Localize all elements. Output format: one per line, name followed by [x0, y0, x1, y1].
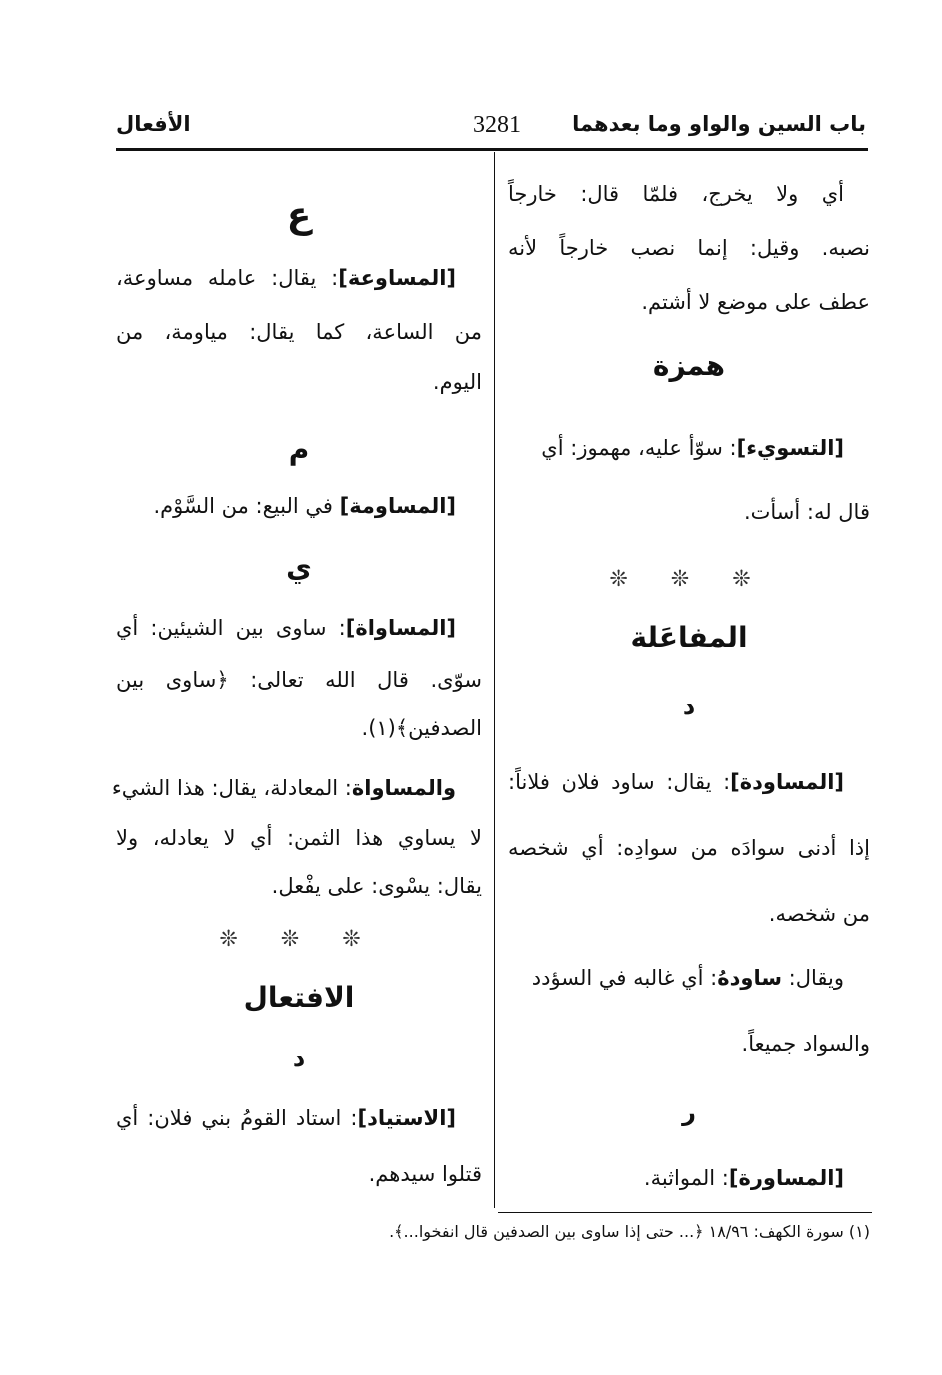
entry-term: ساودهُ — [717, 966, 782, 990]
entry-term: والمساواة — [351, 776, 456, 800]
text-line: قتلوا سيدهم. — [368, 1162, 482, 1186]
entry-definition: : المعادلة، يقال: هذا الشيء — [111, 776, 352, 800]
heading-mim: م — [288, 433, 310, 466]
entry-definition: في البيع: من السَّوْم. — [153, 494, 340, 518]
text-line: لا يساوي هذا الثمن: أي لا يعادله، ولا — [116, 826, 482, 850]
text-line: إذا أدنى سوادَه من سوادِه: أي شخصه — [508, 836, 870, 860]
entry-definition: : يقال: عامله مساوعة، — [116, 266, 339, 290]
heading-hamza: همزة — [652, 349, 726, 382]
entry-definition: : ساوى بين الشيئين: أي — [116, 616, 346, 640]
heading-ain: ع — [286, 195, 312, 236]
footnote-rule — [498, 1212, 872, 1213]
text-line: أي ولا يخرج، فلمّا قال: خارجاً — [508, 182, 844, 206]
text-line: سوّى. قال الله تعالى: ﴿ساوى بين — [116, 668, 482, 692]
entry-intro: ويقال: — [781, 966, 844, 990]
heading-ya: ي — [286, 551, 312, 584]
text-line: والسواد جميعاً. — [741, 1032, 870, 1056]
text-line: من شخصه. — [768, 902, 870, 926]
entry-definition: : أي غالبه في السؤدد — [531, 966, 718, 990]
entry-term: [المساومة] — [339, 494, 456, 518]
entry-term: [المساواة] — [345, 616, 456, 640]
section-separator: ❊ ❊ ❊ — [609, 567, 769, 592]
entry-term: [المساوعة] — [338, 266, 456, 290]
text-line: عطف على موضع لا أشتم. — [641, 290, 870, 314]
header-section-title: باب السين والواو وما بعدهما — [572, 112, 866, 136]
text-line: يقال: يسْوى: على يفْعل. — [271, 874, 482, 898]
entry-taswee — [508, 434, 870, 462]
entry-term: [التسويء] — [736, 436, 844, 460]
text-line: اليوم. — [432, 370, 482, 394]
entry-musawat — [116, 614, 482, 642]
heading-iftial: الافتعال — [243, 981, 355, 1014]
header-rule — [116, 148, 868, 151]
text-line: نصبه. وقيل: إنما نصب خارجاً لأنه — [508, 236, 870, 260]
entry-definition: : سوّأ عليه، مهموز: أي — [541, 436, 737, 460]
entry-definition: : يقال: ساود فلان فلاناً: — [508, 770, 731, 794]
entry-term: [المساورة] — [728, 1166, 844, 1190]
entry-term: [الاستياد] — [357, 1106, 456, 1130]
entry-musawama — [116, 492, 482, 520]
text-line: الصدفين﴾(١). — [361, 716, 482, 740]
heading-dal: د — [292, 1044, 306, 1072]
section-separator: ❊ ❊ ❊ — [219, 927, 379, 952]
entry-musawaa — [116, 264, 482, 292]
column-divider — [494, 152, 495, 1208]
page-number: 3281 — [473, 112, 521, 138]
heading-ra: ر — [682, 1098, 696, 1126]
heading-mufaala: المفاعَلة — [630, 621, 748, 654]
entry-istiyad — [116, 1104, 482, 1132]
text-line: من الساعة، كما يقال: مياومة، من — [116, 320, 482, 344]
entry-musawada — [508, 768, 870, 796]
header-category: الأفعال — [116, 112, 191, 136]
entry-sawadahu — [508, 964, 870, 992]
entry-definition: : المواثبة. — [643, 1166, 729, 1190]
entry-musawat-2 — [111, 774, 482, 802]
entry-definition: : استاد القومُ بني فلان: أي — [116, 1106, 358, 1130]
heading-dal: د — [682, 692, 696, 720]
entry-musawara — [508, 1164, 870, 1192]
text-line: قال له: أسأت. — [743, 500, 870, 524]
entry-term: [المساودة] — [730, 770, 844, 794]
footnote: (١) سورة الكهف: ١٨/٩٦ ﴿... حتى إذا ساوى بين الصدفين قال انفخوا...﴾. — [389, 1222, 870, 1241]
